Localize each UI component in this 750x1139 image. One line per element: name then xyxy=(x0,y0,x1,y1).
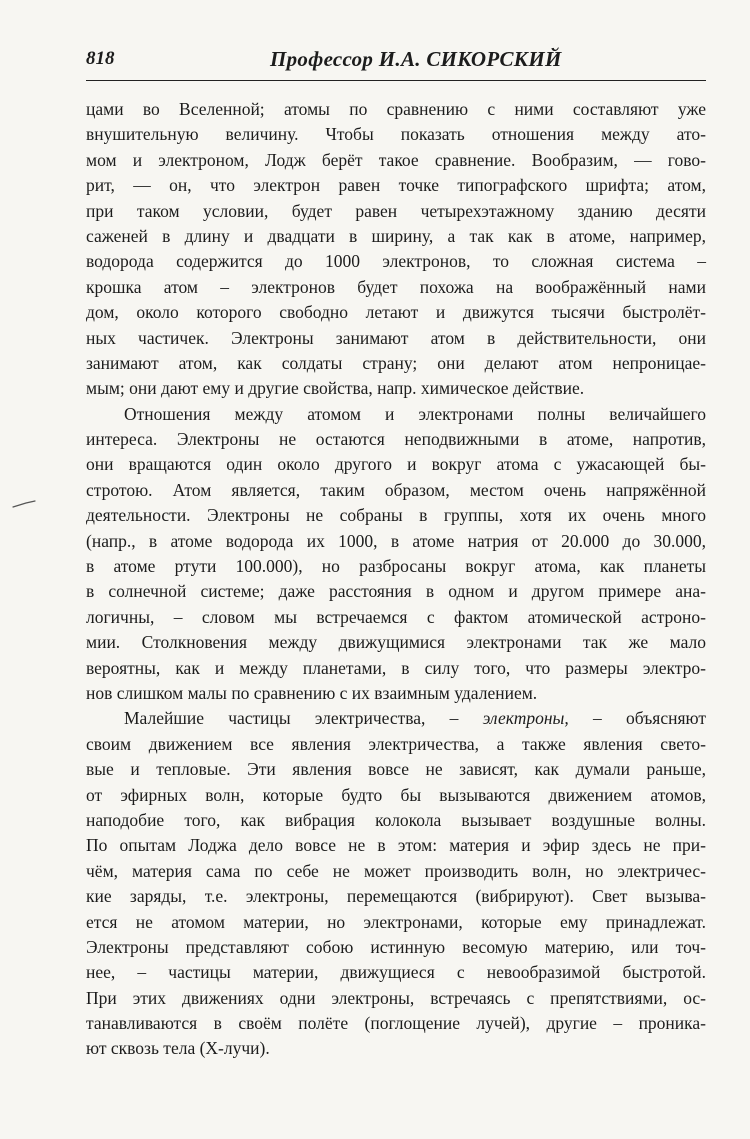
text-line: логичны, – словом мы встречаемся с фактом атомической астроно- xyxy=(86,606,706,627)
text-line: ется не атомом материи, но электронами, которые ему принадлежат. xyxy=(86,911,706,932)
text-segment: Малейшие частицы электричества, – xyxy=(124,708,483,729)
text-line: наподобие того, как вибрация колокола вызывает воздушные волны. xyxy=(86,809,706,830)
emphasis-term: электроны, xyxy=(482,708,569,729)
text-line: крошка атом – электронов будет похожа на воображённый нами xyxy=(86,276,706,297)
text-line: мом и электроном, Лодж берёт такое сравнение. Вообразим, — гово- xyxy=(86,149,706,170)
text-line: своим движением все явления электричества, а также явления свето- xyxy=(86,733,706,754)
text-line: занимают атом, как солдаты страну; они делают атом непроницае- xyxy=(86,352,706,373)
text-line: внушительную величину. Чтобы показать отношения между ато- xyxy=(86,124,706,145)
text-line: дом, около которого свободно летают и движутся тысячи быстролёт- xyxy=(86,302,706,323)
text-line: При этих движениях одни электроны, встречаясь с препятствиями, ос- xyxy=(86,987,706,1008)
text-line: (напр., в атоме водорода их 1000, в атоме натрия от 20.000 до 30.000, xyxy=(86,530,706,551)
text-line: вые и тепловые. Эти явления вовсе не зависят, как думали раньше, xyxy=(86,759,706,780)
margin-pencil-mark xyxy=(12,499,36,509)
paragraph-1 xyxy=(86,97,706,402)
text-line: Электроны представляют собою истинную весомую материю, или точ- xyxy=(86,936,706,957)
text-line: они вращаются один около другого и вокруг атома с ужасающей бы- xyxy=(86,454,706,475)
text-line: интереса. Электроны не остаются неподвижными в атоме, напротив, xyxy=(86,429,706,450)
paragraph-3 xyxy=(86,706,706,1061)
text-line: кие заряды, т.е. электроны, перемещаются (вибрируют). Свет вызыва- xyxy=(86,886,706,907)
running-header xyxy=(86,46,706,81)
text-line: рит, — он, что электрон равен точке типографского шрифта; атом, xyxy=(86,175,706,196)
text-line: водорода содержится до 1000 электронов, то сложная система – xyxy=(86,251,706,272)
text-line: от эфирных волн, которые будто бы вызываются движением атомов, xyxy=(86,784,706,805)
text-line: в атоме ртути 100.000), но разбросаны вокруг атома, как планеты xyxy=(86,556,706,577)
running-title: Профессор И.А. СИКОРСКИЙ xyxy=(270,47,562,71)
text-line: цами во Вселенной; атомы по сравнению с ними составляют уже xyxy=(86,99,706,119)
text-line: мии. Столкновения между движущимися электронами так же мало xyxy=(86,632,706,653)
text-line: ных частичек. Электроны занимают атом в действительности, они xyxy=(86,327,706,348)
text-line: стротою. Атом является, таким образом, местом очень напряжённой xyxy=(86,479,706,500)
page-number: 818 xyxy=(86,48,115,69)
text-line: деятельности. Электроны не собраны в группы, хотя их очень много xyxy=(86,505,706,526)
body-text xyxy=(86,97,706,1062)
text-segment: – объясняют xyxy=(568,708,706,729)
text-line: в солнечной системе; даже расстояния в одном и другом примере ана- xyxy=(86,581,706,602)
text-line: нов слишком малы по сравнению с их взаимным удалением. xyxy=(86,682,538,703)
text-line: По опытам Лоджа дело вовсе не в этом: материя и эфир здесь не при- xyxy=(86,835,706,856)
text-line: ют сквозь тела (X-лучи). xyxy=(86,1038,270,1059)
text-line: мым; они дают ему и другие свойства, напр. химическое действие. xyxy=(86,378,585,399)
text-line: при таком условии, будет равен четырехэтажному зданию десяти xyxy=(86,200,706,221)
text-line: чём, материя сама по себе не может производить волн, но электричес- xyxy=(86,860,706,881)
text-line: вероятны, как и между планетами, в силу того, что размеры электро- xyxy=(86,657,706,678)
text-line: нее, – частицы материи, движущиеся с невообразимой быстротой. xyxy=(86,962,706,983)
text-line: саженей в длину и двадцати в ширину, а так как в атоме, например, xyxy=(86,225,706,246)
text-line xyxy=(86,706,706,731)
paragraph-2 xyxy=(86,402,706,707)
text-line: Отношения между атомом и электронами полны величайшего xyxy=(124,403,706,424)
text-line: танавливаются в своём полёте (поглощение лучей), другие – проника- xyxy=(86,1013,706,1034)
